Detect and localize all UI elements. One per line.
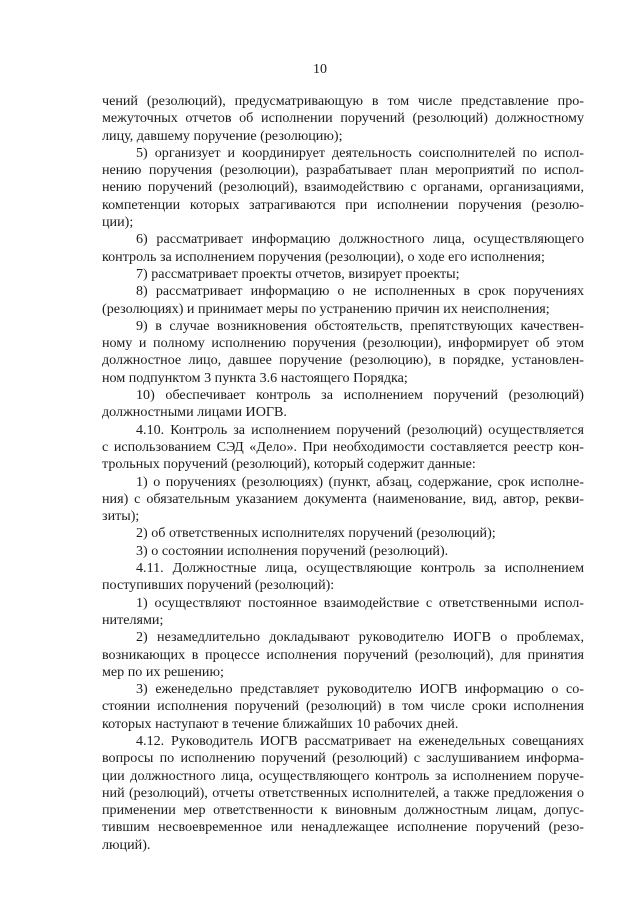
text-line: с использованием СЭД «Дело». При необходимости составляется реестр кон- (102, 438, 584, 455)
text-line: 3) о состоянии исполнения поручений (резолюций). (136, 542, 449, 559)
text-line: тившим несвоевременное или ненадлежащее исполнение поручений (резо- (102, 819, 584, 836)
text-line: лицу, давшему поручение (резолюцию); (102, 127, 343, 144)
paragraph (102, 422, 584, 474)
text-line: люций). (102, 836, 151, 853)
paragraph (102, 93, 584, 145)
paragraph (102, 733, 584, 854)
text-line: возникающих в процессе исполнения поручений (резолюций), для принятия (102, 646, 584, 663)
text-line: 8) рассматривает информацию о не исполненных в срок поручениях (136, 283, 584, 300)
text-line: компетенции которых затрагиваются при исполнении поручения (резолю- (102, 196, 584, 213)
text-line: зиты); (102, 508, 140, 525)
paragraph (102, 681, 584, 733)
text-line: мер по их решению; (102, 663, 224, 680)
text-line: применении мер ответственности к виновным должностным лицам, допус- (102, 802, 584, 819)
paragraph (102, 474, 584, 526)
text-line: поступивших поручений (резолюций): (102, 577, 335, 594)
paragraph (102, 145, 584, 231)
text-line: 9) в случае возникновения обстоятельств, препятствующих качествен- (136, 317, 584, 334)
text-line: ния) с обязательным указанием документа (наименование, вид, автор, рекви- (102, 490, 584, 507)
text-line: 6) рассматривает информацию должностного лица, осуществляющего (136, 231, 584, 248)
text-line: ции); (102, 214, 134, 231)
text-line: 1) о поручениях (резолюциях) (пункт, абзац, содержание, срок исполне- (136, 473, 584, 490)
text-line: 4.10. Контроль за исполнением поручений (резолюций) осуществляется (136, 421, 584, 438)
paragraph (102, 595, 584, 630)
text-line: контроль за исполнением поручения (резолюции), о ходе его исполнения; (102, 248, 545, 265)
text-line: 1) осуществляют постоянное взаимодействие с ответственными испол- (136, 594, 584, 611)
text-line: 4.12. Руководитель ИОГВ рассматривает на еженедельных совещаниях (136, 732, 584, 749)
text-line: межуточных отчетов об исполнении поручений (резолюций) должностному (102, 110, 584, 127)
text-line: 3) еженедельно представляет руководителю ИОГВ информацию о со- (136, 681, 584, 698)
paragraph (102, 318, 584, 387)
text-line: которых наступают в течение ближайших 10 рабочих дней. (102, 715, 459, 732)
text-line: должностными лицами ИОГВ. (102, 404, 287, 421)
paragraph (102, 387, 584, 422)
text-line: ний (резолюций), отчеты ответственных исполнителей, а также предложения о (102, 784, 584, 801)
paragraph (102, 629, 584, 681)
paragraph (102, 266, 584, 283)
document-body (102, 93, 584, 854)
text-line: ции должностного лица, осуществляющего контроль за исполнением поруче- (102, 767, 584, 784)
text-line: стоянии исполнения поручений (резолюций) в том числе сроки исполнения (102, 698, 584, 715)
text-line: нителями; (102, 611, 164, 628)
text-line: 2) незамедлительно докладывают руководителю ИОГВ о проблемах, (136, 629, 584, 646)
paragraph (102, 543, 584, 560)
text-line: вопросы по исполнению поручений (резолюций) с заслушиванием информа- (102, 750, 584, 767)
text-line: 5) организует и координирует деятельность соисполнителей по испол- (136, 144, 584, 161)
text-line: ном подпунктом 3 пункта 3.6 настоящего Порядка; (102, 369, 408, 386)
text-line: ному и полному исполнению поручения (резолюции), информирует об этом (102, 335, 584, 352)
text-line: трольных поручений (резолюций), который содержит данные: (102, 456, 476, 473)
text-line: 10) обеспечивает контроль за исполнением поручений (резолюций) (136, 387, 584, 404)
text-line: (резолюциях) и принимает меры по устранению причин их неисполнения; (102, 300, 550, 317)
text-line: чений (резолюций), предусматривающую в том числе представление про- (102, 93, 584, 109)
paragraph (102, 560, 584, 595)
page-number: 10 (313, 62, 327, 77)
paragraph (102, 231, 584, 266)
text-line: нению поручения (резолюции), разрабатывает план мероприятий по испол- (102, 162, 584, 179)
text-line: 7) рассматривает проекты отчетов, визирует проекты; (136, 265, 460, 282)
text-line: должностное лицо, давшее поручение (резолюцию), в порядке, установлен- (102, 352, 584, 369)
paragraph (102, 283, 584, 318)
text-line: 2) об ответственных исполнителях поручений (резолюций); (136, 525, 496, 542)
paragraph (102, 525, 584, 542)
text-line: 4.11. Должностные лица, осуществляющие контроль за исполнением (136, 560, 584, 577)
text-line: нению поручений (резолюций), взаимодействию с органами, организациями, (102, 179, 584, 196)
